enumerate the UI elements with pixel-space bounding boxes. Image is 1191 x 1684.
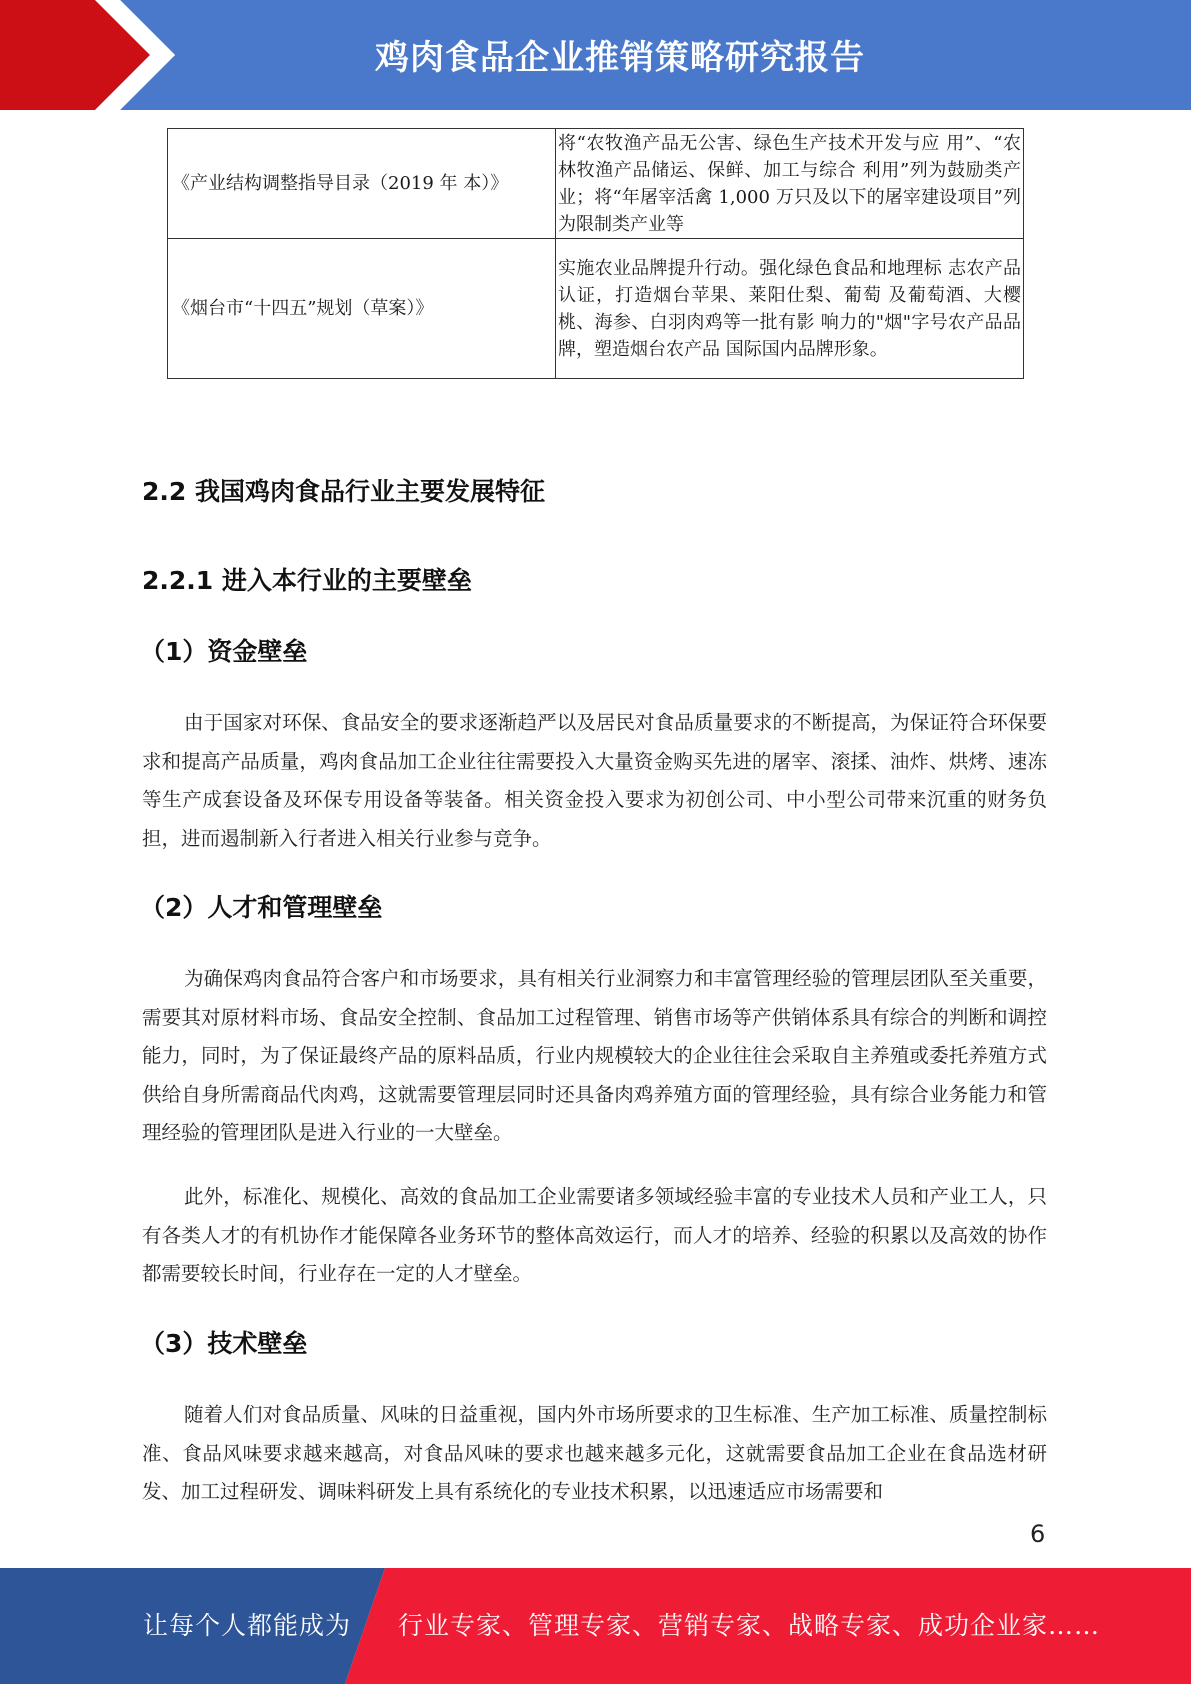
policy-table	[167, 128, 1024, 379]
policy-document-cell: 《烟台市“十四五”规划（草案）》	[168, 239, 556, 379]
page-number: 6	[1030, 1520, 1046, 1548]
section-heading: 2.2 我国鸡肉食品行业主要发展特征	[142, 477, 545, 506]
barrier-heading-capital: （1）资金壁垒	[140, 637, 308, 666]
barrier-heading-technology: （3）技术壁垒	[140, 1329, 308, 1358]
barrier-heading-talent: （2）人才和管理壁垒	[140, 893, 383, 922]
page-header	[0, 0, 1191, 110]
policy-content-cell: 将“农牧渔产品无公害、绿色生产技术开发与应 用”、“农林牧渔产品储运、保鲜、加工与综合 利用”列为鼓励类产业；将“年屠宰活禽 1,000 万只及以下的屠宰建设项目”列为限制类产业等	[556, 129, 1024, 239]
report-title: 鸡肉食品企业推销策略研究报告	[375, 38, 865, 78]
footer-slogan-left: 让每个人都能成为	[143, 1611, 352, 1640]
page-footer	[0, 1568, 1191, 1684]
paragraph: 为确保鸡肉食品符合客户和市场要求，具有相关行业洞察力和丰富管理经验的管理层团队至关重要，需要其对原材料市场、食品安全控制、食品加工过程管理、销售市场等产供销体系具有综合的判断和调控能力，同时，为了保证最终产品的原料品质，行业内规模较大的企业往往会采取自主养殖或委托养殖方式供给自身所需商品代肉鸡，这就需要管理层同时还具备肉鸡养殖方面的管理经验，具有综合业务能力和管理经验的管理团队是进入行业的一大壁垒。	[142, 967, 1047, 1144]
paragraph: 此外，标准化、规模化、高效的食品加工企业需要诸多领域经验丰富的专业技术人员和产业工人，只有各类人才的有机协作才能保障各业务环节的整体高效运行，而人才的培养、经验的积累以及高效的协作都需要较长时间，行业存在一定的人才壁垒。	[142, 1185, 1047, 1285]
footer-slogan-right: 行业专家、管理专家、营销专家、战略专家、成功企业家……	[398, 1611, 1101, 1640]
subsection-heading: 2.2.1 进入本行业的主要壁垒	[142, 566, 472, 595]
table-row	[168, 129, 1024, 239]
table-row	[168, 239, 1024, 379]
paragraph: 随着人们对食品质量、风味的日益重视，国内外市场所要求的卫生标准、生产加工标准、质量控制标准、食品风味要求越来越高，对食品风味的要求也越来越多元化，这就需要食品加工企业在食品选材研发、加工过程研发、调味料研发上具有系统化的专业技术积累，以迅速适应市场需要和	[142, 1403, 1047, 1503]
policy-content-cell: 实施农业品牌提升行动。强化绿色食品和地理标 志农产品认证，打造烟台苹果、莱阳仕梨、葡萄 及葡萄酒、大樱桃、海参、白羽肉鸡等一批有影 响力的"烟"字号农产品品牌，塑造烟台农产品 国际国内品牌形象。	[556, 239, 1024, 379]
paragraph: 由于国家对环保、食品安全的要求逐渐趋严以及居民对食品质量要求的不断提高，为保证符合环保要求和提高产品质量，鸡肉食品加工企业往往需要投入大量资金购买先进的屠宰、滚揉、油炸、烘烤、速冻等生产成套设备及环保专用设备等装备。相关资金投入要求为初创公司、中小型公司带来沉重的财务负担，进而遏制新入行者进入相关行业参与竞争。	[142, 711, 1047, 850]
policy-document-cell: 《产业结构调整指导目录（2019 年 本）》	[168, 129, 556, 239]
